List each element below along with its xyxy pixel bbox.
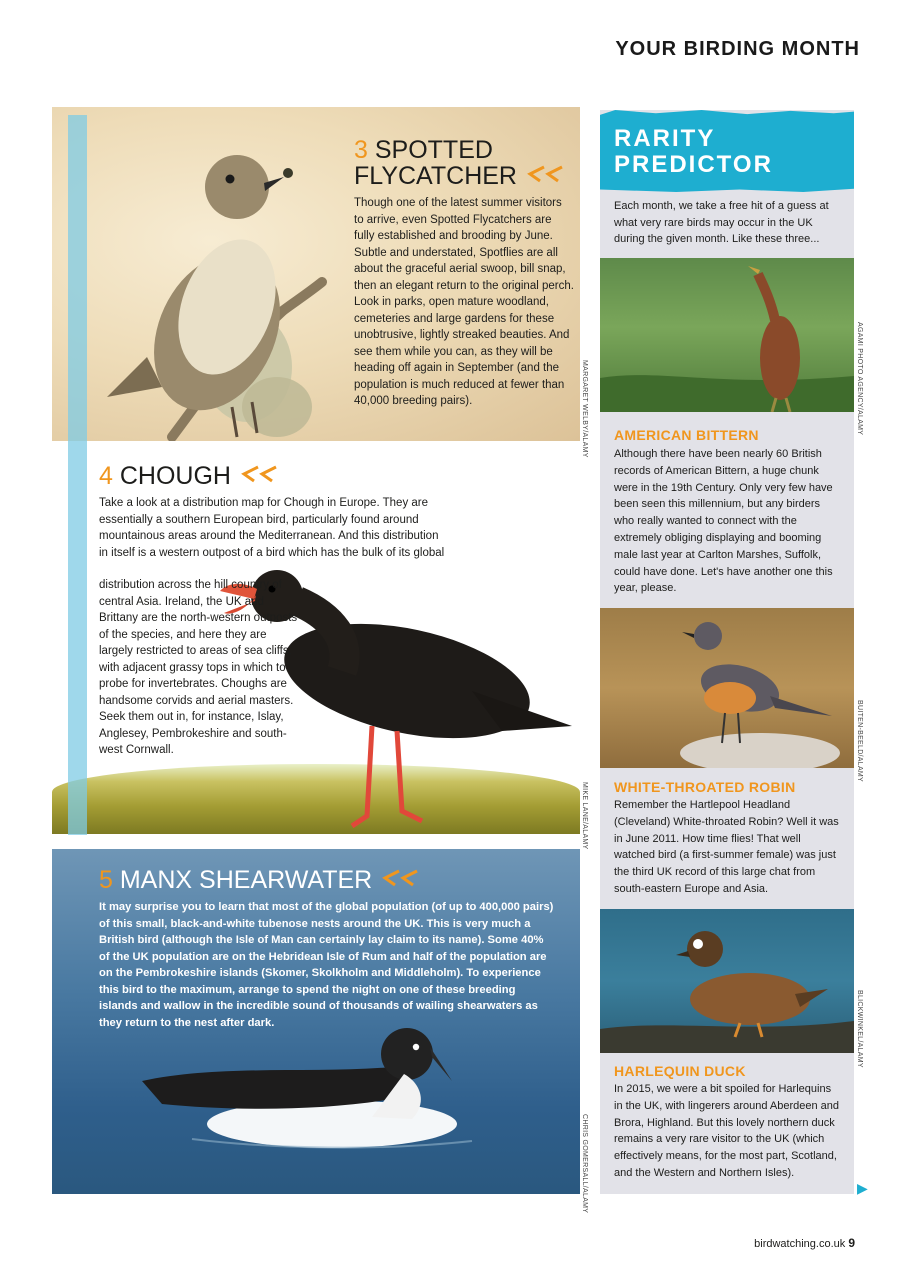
shearwater-photo-credit: CHRIS GOMERSALL/ALAMY: [581, 1114, 588, 1214]
shearwater-title: MANX SHEARWATER: [119, 866, 373, 894]
american-bittern-heading: AMERICAN BITTERN: [614, 427, 759, 443]
rarity-title-line1: RARITY: [614, 125, 716, 152]
spotted-flycatcher-photo: [52, 107, 352, 441]
spotted-flycatcher-panel: [52, 107, 580, 441]
chough-heading: [99, 463, 449, 489]
page-footer: [700, 1236, 855, 1250]
rarity-title-line2: PREDICTOR: [614, 151, 773, 178]
page-number: 9: [848, 1236, 855, 1250]
rarity-intro: Each month, we take a free hit of a guess at what very rare birds may occur in the UK during the given month. Like these three...: [614, 200, 829, 245]
shearwater-number: 5: [99, 866, 113, 894]
white-throated-robin-text: Remember the Hartlepool Headland (Cleveland) White-throated Robin? Well it was in June 2011. How time flies! That well watched bird (a first-summer female) was just the third UK record of this large chat from south-eastern Europe and Asia.: [614, 799, 839, 895]
section-title: YOUR BIRDING MONTH: [615, 38, 860, 60]
continue-arrow-icon: ▶: [857, 1180, 868, 1196]
chough-number: 4: [99, 462, 113, 490]
flycatcher-title-line1: SPOTTED: [374, 136, 493, 164]
american-bittern-credit: AGAMI PHOTO AGENCY/ALAMY: [856, 322, 863, 436]
flycatcher-number: 3: [354, 136, 368, 164]
flycatcher-heading: [354, 137, 574, 189]
manx-shearwater-panel: [52, 849, 580, 1194]
american-bittern-text: Although there have been nearly 60 British records of American Bittern, a huge chunk were in the 19th Century. Only very few have been seen this millennium, but any birders who really wanted to connect with the extremely obliging displaying and booming male last year at Carlton Marshes, Suffolk, could have done. Let's have another one this year, please.: [614, 448, 833, 595]
flycatcher-body: Though one of the latest summer visitors to arrive, even Spotted Flycatchers are fully established and brooding by June. Subtle and understated, Spotflies are all about the graceful aerial swoop, bill snap, then an elegant return to the original perch. Look in parks, open mature woodland, cemeteries and large gardens for these unobtrusive, lightly streaked beauties. And see them while you can, as they will be heading off again in September (and the population is much reduced at fewer than 40,000 breeding pairs).: [354, 197, 574, 407]
white-throated-robin-illustration: [600, 608, 854, 768]
flycatcher-title-line2: FLYCATCHER: [354, 162, 517, 190]
double-chevron-icon: [238, 464, 282, 484]
chough-photo-credit: MIKE LANE/ALAMY: [581, 782, 588, 850]
double-chevron-icon: [379, 868, 423, 888]
shearwater-heading: [99, 867, 554, 893]
white-throated-robin-photo: [600, 608, 854, 768]
chough-body-bottom: distribution across the hill country of central Asia. Ireland, the UK and Brittany are the north-western outposts of the species, and here they are largely restricted to areas of sea cliffs, with adjacent grassy tops in which to probe for invertebrates. Choughs are handsome corvids and aerial masters. Seek them out in, for instance, Islay, Anglesey, Pembrokeshire and south-west Cornwall.: [99, 579, 298, 756]
double-chevron-icon: [524, 164, 568, 184]
harlequin-duck-credit: BLICKWINKEL/ALAMY: [856, 990, 863, 1068]
decorative-blue-bar: [68, 115, 87, 835]
shearwater-body: It may surprise you to learn that most of the global population (of up to 400,000 pairs) of this small, black-and-white tubenose nests around the UK. This is very much a British bird (although the Isle of Man can certainly lay claim to its name). Some 40% of the UK population are on the Hebridean Isle of Rum and half of the population are on the Pembrokeshire islands (Skomer, Skolkholm and Middleholm). To experience this bird to the maximum, arrange to spend the night on one of these breeding islands and wallow in the incredible sound of thousands of wailing shearwaters as they return to the nest after dark.: [99, 901, 554, 1029]
white-throated-robin-credit: BUITEN-BEELD/ALAMY: [856, 700, 863, 783]
american-bittern-photo: [600, 258, 854, 412]
harlequin-duck-heading: HARLEQUIN DUCK: [614, 1063, 746, 1079]
chough-panel: [52, 441, 580, 834]
american-bittern-illustration: [600, 258, 854, 412]
harlequin-duck-photo: [600, 909, 854, 1053]
harlequin-duck-text: In 2015, we were a bit spoiled for Harlequins in the UK, with lingerers around Aberdeen and Brora, Highland. But this lovely northern duck remains a very rare visitor to the UK (which effectively means, for the most part, Scotland, and the Western and Northern Isles).: [614, 1083, 840, 1179]
chough-title: CHOUGH: [119, 462, 231, 490]
chough-body-top: Take a look at a distribution map for Chough in Europe. They are essentially a southern European bird, particularly found around mountainous areas around the Mediterranean. And this distribution in itself is a western outpost of a bird which has the bulk of its global: [99, 497, 445, 559]
white-throated-robin-heading: WHITE-THROATED ROBIN: [614, 779, 796, 795]
rarity-predictor-title: [614, 126, 844, 178]
harlequin-duck-illustration: [600, 909, 854, 1053]
flycatcher-photo-credit: MARGARET WELBY/ALAMY: [581, 360, 588, 458]
footer-site: birdwatching.co.uk: [754, 1238, 846, 1250]
